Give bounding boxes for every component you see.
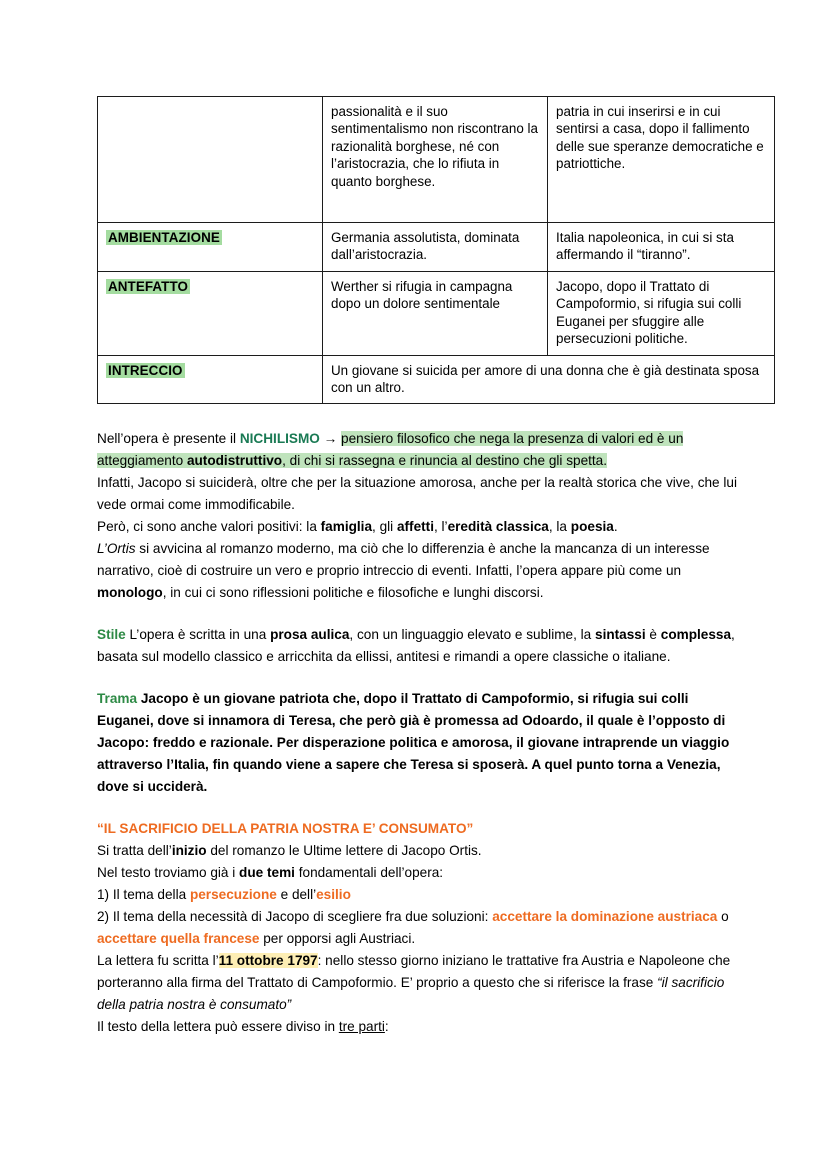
text-run: , di chi si rassegna e rinuncia al destino che gli spetta. (282, 453, 608, 469)
text-bold-sintassi: sintassi (595, 627, 646, 643)
table-row (98, 355, 775, 404)
row-label-antefatto: ANTEFATTO (108, 278, 189, 294)
text-run: La lettera fu scritta l’ (97, 953, 219, 969)
text-italic-lortis: L’Ortis (97, 541, 136, 557)
text-run: Il testo della lettera può essere diviso in (97, 1019, 339, 1035)
table-row (98, 97, 775, 223)
text-bold-prosa-aulica: prosa aulica (270, 627, 350, 643)
text-bold-due-temi: due temi (239, 865, 295, 881)
text-run: , basata sul modello classico e arricchita da ellissi, antitesi e rimandi a opere classiche o italiane. (97, 627, 735, 665)
text-run: Però, ci sono anche valori positivi: la (97, 519, 321, 535)
text-run: Infatti, Jacopo si suiciderà, oltre che per la situazione amorosa, anche per la realtà storica che vive, che lui vede ormai come immodificabile. (97, 475, 737, 513)
table-row (98, 271, 775, 355)
table-cell-werther: Germania assolutista, dominata dall’aristocrazia. (323, 223, 548, 272)
row-label-intreccio: INTRECCIO (108, 362, 183, 378)
text-orange-quella-francese: accettare quella francese (97, 931, 260, 947)
text-run: : nello stesso giorno iniziano le trattative fra Austria e Napoleone che porteranno alla firma del Trattato di Campoformio. E’ proprio a questo che si riferisce la frase (97, 953, 731, 991)
text-bold-famiglia: famiglia (320, 519, 373, 535)
body-text (97, 428, 737, 1038)
text-run: , gli (372, 519, 397, 535)
text-bold-poesia: poesia (570, 519, 614, 535)
highlight-date: 11 ottobre 1797 (218, 953, 318, 969)
table-cell-ortis: patria in cui inserirsi e in cui sentirsi a casa, dopo il fallimento delle sue speranze democratiche e patriottiche. (548, 97, 775, 223)
table-cell-werther: passionalità e il suo sentimentalismo non riscontrano la razionalità borghese, né con l’aristocrazia, che lo rifiuta in quanto borghese. (323, 97, 548, 223)
paragraph-nichilismo (97, 428, 737, 604)
table-cell-label (98, 355, 323, 404)
table-cell-merged-intreccio: Un giovane si suicida per amore di una donna che è già destinata sposa con un altro. (323, 355, 775, 404)
table-row (98, 223, 775, 272)
heading-sacrificio (97, 818, 737, 840)
row-label-ambientazione: AMBIENTAZIONE (108, 230, 220, 245)
text-bold-eredita-classica: eredità classica (447, 519, 549, 535)
text-run: per opporsi agli Austriaci. (259, 931, 416, 947)
paragraph-sacrificio-body (97, 840, 737, 1038)
table-cell-werther: Werther si rifugia in campagna dopo un dolore sentimentale (323, 271, 548, 355)
text-italic-quote: “il sacrificio della patria nostra è consumato” (97, 975, 725, 1013)
text-run: del romanzo le Ultime lettere di Jacopo Ortis. (206, 843, 482, 859)
text-bold-monologo: monologo (97, 585, 163, 601)
table-cell-label (98, 271, 323, 355)
text-orange-persecuzione: persecuzione (189, 887, 277, 903)
text-run: 2) Il tema della necessità di Jacopo di scegliere fra due soluzioni: (97, 909, 493, 925)
text-run: e dell’ (276, 887, 317, 903)
heading-stile: Stile (97, 627, 126, 643)
text-orange-dominazione-austriaca: accettare la dominazione austriaca (492, 909, 718, 925)
paragraph-stile (97, 624, 737, 668)
text-orange-esilio: esilio (316, 887, 351, 903)
text-run: 1) Il tema della (97, 887, 190, 903)
text-run: pensiero filosofico che nega la presenza di valori ed è un atteggiamento (97, 431, 684, 469)
arrow-glyph-icon: → (319, 431, 342, 446)
text-bold-affetti: affetti (396, 519, 434, 535)
text-run: , l’ (433, 519, 448, 535)
text-run: , con un linguaggio elevato e sublime, la (349, 627, 596, 643)
comparison-table-wrapper (97, 96, 764, 404)
text-run: , la (548, 519, 571, 535)
text-bold-autodistruttivo: autodistruttivo (186, 453, 283, 469)
table-cell-ortis: Jacopo, dopo il Trattato di Campoformio, si rifugia sui colli Euganei per sfuggire alle persecuzioni politiche. (548, 271, 775, 355)
text-bold-complessa: complessa (660, 627, 732, 643)
text-run: L’opera è scritta in una (125, 627, 271, 643)
paragraph-spacer (97, 798, 737, 818)
text-run: Jacopo è un giovane patriota che, dopo il Trattato di Campoformio, si rifugia sui colli Euganei, dove si innamora di Teresa, che però già è promessa ad Odoardo, il quale è l’opposto di Jacopo: freddo e razionale. Per disperazione politica e amorosa, il giovane intraprende un viaggio attraverso l’Italia, fin quando viene a sapere che Teresa si sposerà. A quel punto torna a Venezia, dove si ucciderà. (97, 691, 730, 795)
text-run: si avvicina al romanzo moderno, ma ciò che lo differenzia è anche la mancanza di un interesse narrativo, cioè di costruire un vero e proprio intreccio di eventi. Infatti, l’opera appare più come un (97, 541, 710, 579)
text-run: Si tratta dell’ (97, 843, 172, 859)
text-run: Nell’opera è presente il (97, 431, 240, 446)
text-run: . (613, 519, 618, 535)
paragraph-spacer (97, 604, 737, 624)
text-run: fondamentali dell’opera: (294, 865, 444, 881)
text-underline-tre-parti: tre parti (338, 1019, 385, 1035)
heading-sacrificio-text: “IL SACRIFICIO DELLA PATRIA NOSTRA E’ CONSUMATO” (97, 821, 474, 837)
text-run: , in cui ci sono riflessioni politiche e filosofiche e lunghi discorsi. (162, 585, 544, 601)
term-nichilismo: NICHILISMO (239, 431, 320, 446)
paragraph-trama (97, 688, 737, 798)
text-run: Nel testo troviamo già i (97, 865, 240, 881)
text-run: è (645, 627, 661, 643)
table-cell-ortis: Italia napoleonica, in cui si sta affermando il “tiranno”. (548, 223, 775, 272)
comparison-table (97, 96, 775, 404)
text-run: o (717, 909, 729, 925)
text-run: : (384, 1019, 389, 1035)
paragraph-spacer (97, 668, 737, 688)
table-cell-label-empty (98, 97, 323, 223)
heading-trama: Trama (97, 691, 138, 707)
text-bold-inizio: inizio (171, 843, 207, 859)
table-cell-label (98, 223, 323, 272)
